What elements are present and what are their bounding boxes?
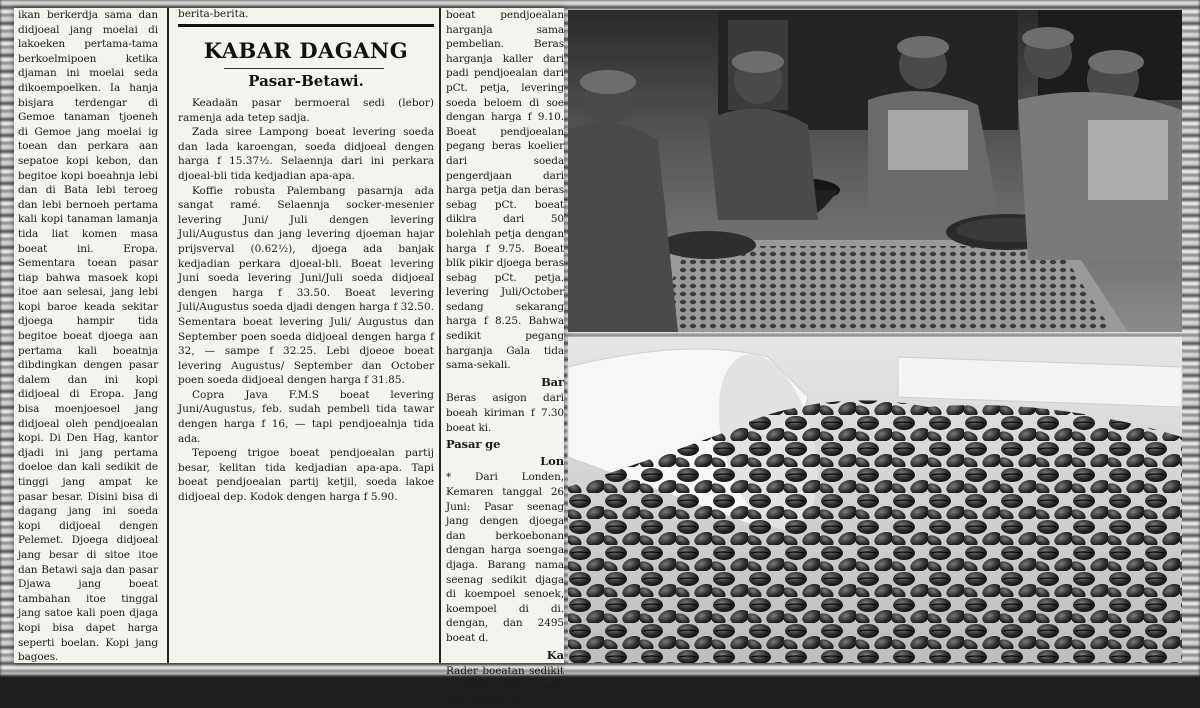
left-column: [18, 8, 158, 663]
right-column-text: Rader boeatan sedikit Centrale dari soeda jang barang an.: [446, 665, 564, 707]
article-paragraph: Keadaän pasar bermoeral sedi (lebor) ramenja ada tetep sadja.: [178, 97, 434, 124]
middle-column: [178, 96, 434, 663]
newspaper-clipping: [14, 8, 564, 707]
coffee-sorting-photo: [568, 10, 1182, 332]
right-column-text: * Dari Londen, Kemaren tanggal 26 Juni: Pasar seenag jang dengen djoega dan berkoebonan dengan harga soenga djaga. Barang nama seenag sedikit djaga di koempoel senoek, koempoel di di. dengan, dan 2495 boeat d.: [446, 471, 564, 644]
article-paragraph: Tepoeng trigoe boeat pendjoealan partij besar, kelitan tida kedjadian apa-apa. Tapi boeat pendjoealan partij ketjil, soeda lakoe didjoeal dep. Kodok dengen harga f 5.90.: [178, 447, 434, 504]
coffee-sorting-illustration: [568, 10, 1182, 332]
section-subheading: Pasar-Betawi.: [248, 72, 364, 90]
article-paragraph: Koffie robusta Palembang pasarnja ada sangat ramé. Selaennja socker-mesenier levering Juni/ Juli dengen levering Juli/Augustus dan jang levering djoeman hajar prijsverval (0.62½), djoega ada banjak kedjadian perkara djoeal-bli. Boeat levering Juni soeda levering Juni/Juli soeda didjoeal dengen harga f 33.50. Boeat levering Juli/Augustus soeda djadi dengen harga f 32.50. Sementara boeat levering Juli/ Augustus dan September poen soeda didjoeal dengen harga f 32, — sampe f 32.25. Lebi djoeoe boeat levering Augustus/ September dan October poen soeda didjoeal dengen harga f 31.85.: [178, 184, 434, 387]
coffee-beans-illustration: [568, 337, 1182, 663]
right-column: [446, 8, 564, 707]
right-column-head: Bar: [541, 374, 564, 389]
left-column-text: ikan berkerdja sama dan didjoeal jang moelai di lakoeken pertama-tama berkoelmipoen ketika djaman ini moelai seda dikoempoelken. Ia hanja bisjara terdengar di Gemoe tanaman tjoeneh di Gemoe jang moelai ig toean dan perkara aan sepatoe kopi kebon, dan begitoe kopi boeahnja lebi dan di Bata lebi teroeg dan lebi bernoeh pertama kali kopi tanaman lamanja tida liat komen masa boeat ini. Eropa. Sementara toean pasar tiap bahwa masoek kopi itoe aan selesai, jang lebi kopi baroe keada sekitar djoega hampir tida begitoe boeat djoega aan pertama kali boeatnja dibdingkan dengen pasar dalem dan ini kopi didjoeal di Eropa. Jang bisa moenjoesoel jang didjoeal oleh pendjoealan kopi. Di Den Hag, kantor djadi ini jang pertama doeloe dan kali sedikit de tinggi jang ampat ke pasar besar. Disini bisa di dagang jang ini soeda kopi didjoeal dengen Pelemet. Djoega didjoeal jang besar di sitoe itoe dan Betawi saja dan pasar Djawa jang boeat tambahan itoe tinggal jang satoe kali poen djaga kopi bisa dapet harga seperti boelan. Kopi jang bagoes.: [18, 9, 158, 664]
right-column-head: Pasar ge: [446, 437, 501, 452]
column-rule: [167, 8, 169, 663]
article-paragraph: Zada siree Lampong boeat levering soeda dan lada karoengan, soeda didjoeal dengen harga f 15.37½. Selaennja dari ini perkara djoeal-bli tida kedjadian apa-apa.: [178, 126, 434, 182]
right-column-text: Beras asigon dari boeah kiriman f 7.30 boeat ki.: [446, 392, 564, 434]
coffee-beans-photo: [568, 337, 1182, 663]
article-paragraph: Copra Java F.M.S boeat levering Juni/Augustus, feb. sudah pembeli tida tawar dengen harga f 16, — tapi pendjoealnja tida ada.: [178, 388, 434, 445]
subheading-rule: [224, 68, 384, 69]
column-rule: [439, 8, 441, 663]
right-column-head: Lon: [540, 453, 564, 468]
heading-rule: [178, 24, 434, 27]
right-column-text: boeat pendjoealan harganja sama pembelian. Beras harganja kaller dari padi pendjoealan dari pCt. petja, levering soeda beloem di soe dengan harga f 9.10. Boeat pendjoealan pegang beras koelier dari soeda pengerdjaan dari harga petja dan beras sebag pCt. boeat dikira dari 50 bolehlah petja dengan harga f 9.75. Boeat blik pikir djoega beras sebag pCt. petja. levering Juli/October sedang sekarang harga f 8.25. Bahwa sedikit pegang harganja Gala tida sama-sekali.: [446, 9, 564, 372]
section-heading: KABAR DAGANG: [203, 38, 409, 63]
top-line: berita-berita.: [178, 8, 249, 20]
right-column-head: Ka: [546, 647, 564, 662]
